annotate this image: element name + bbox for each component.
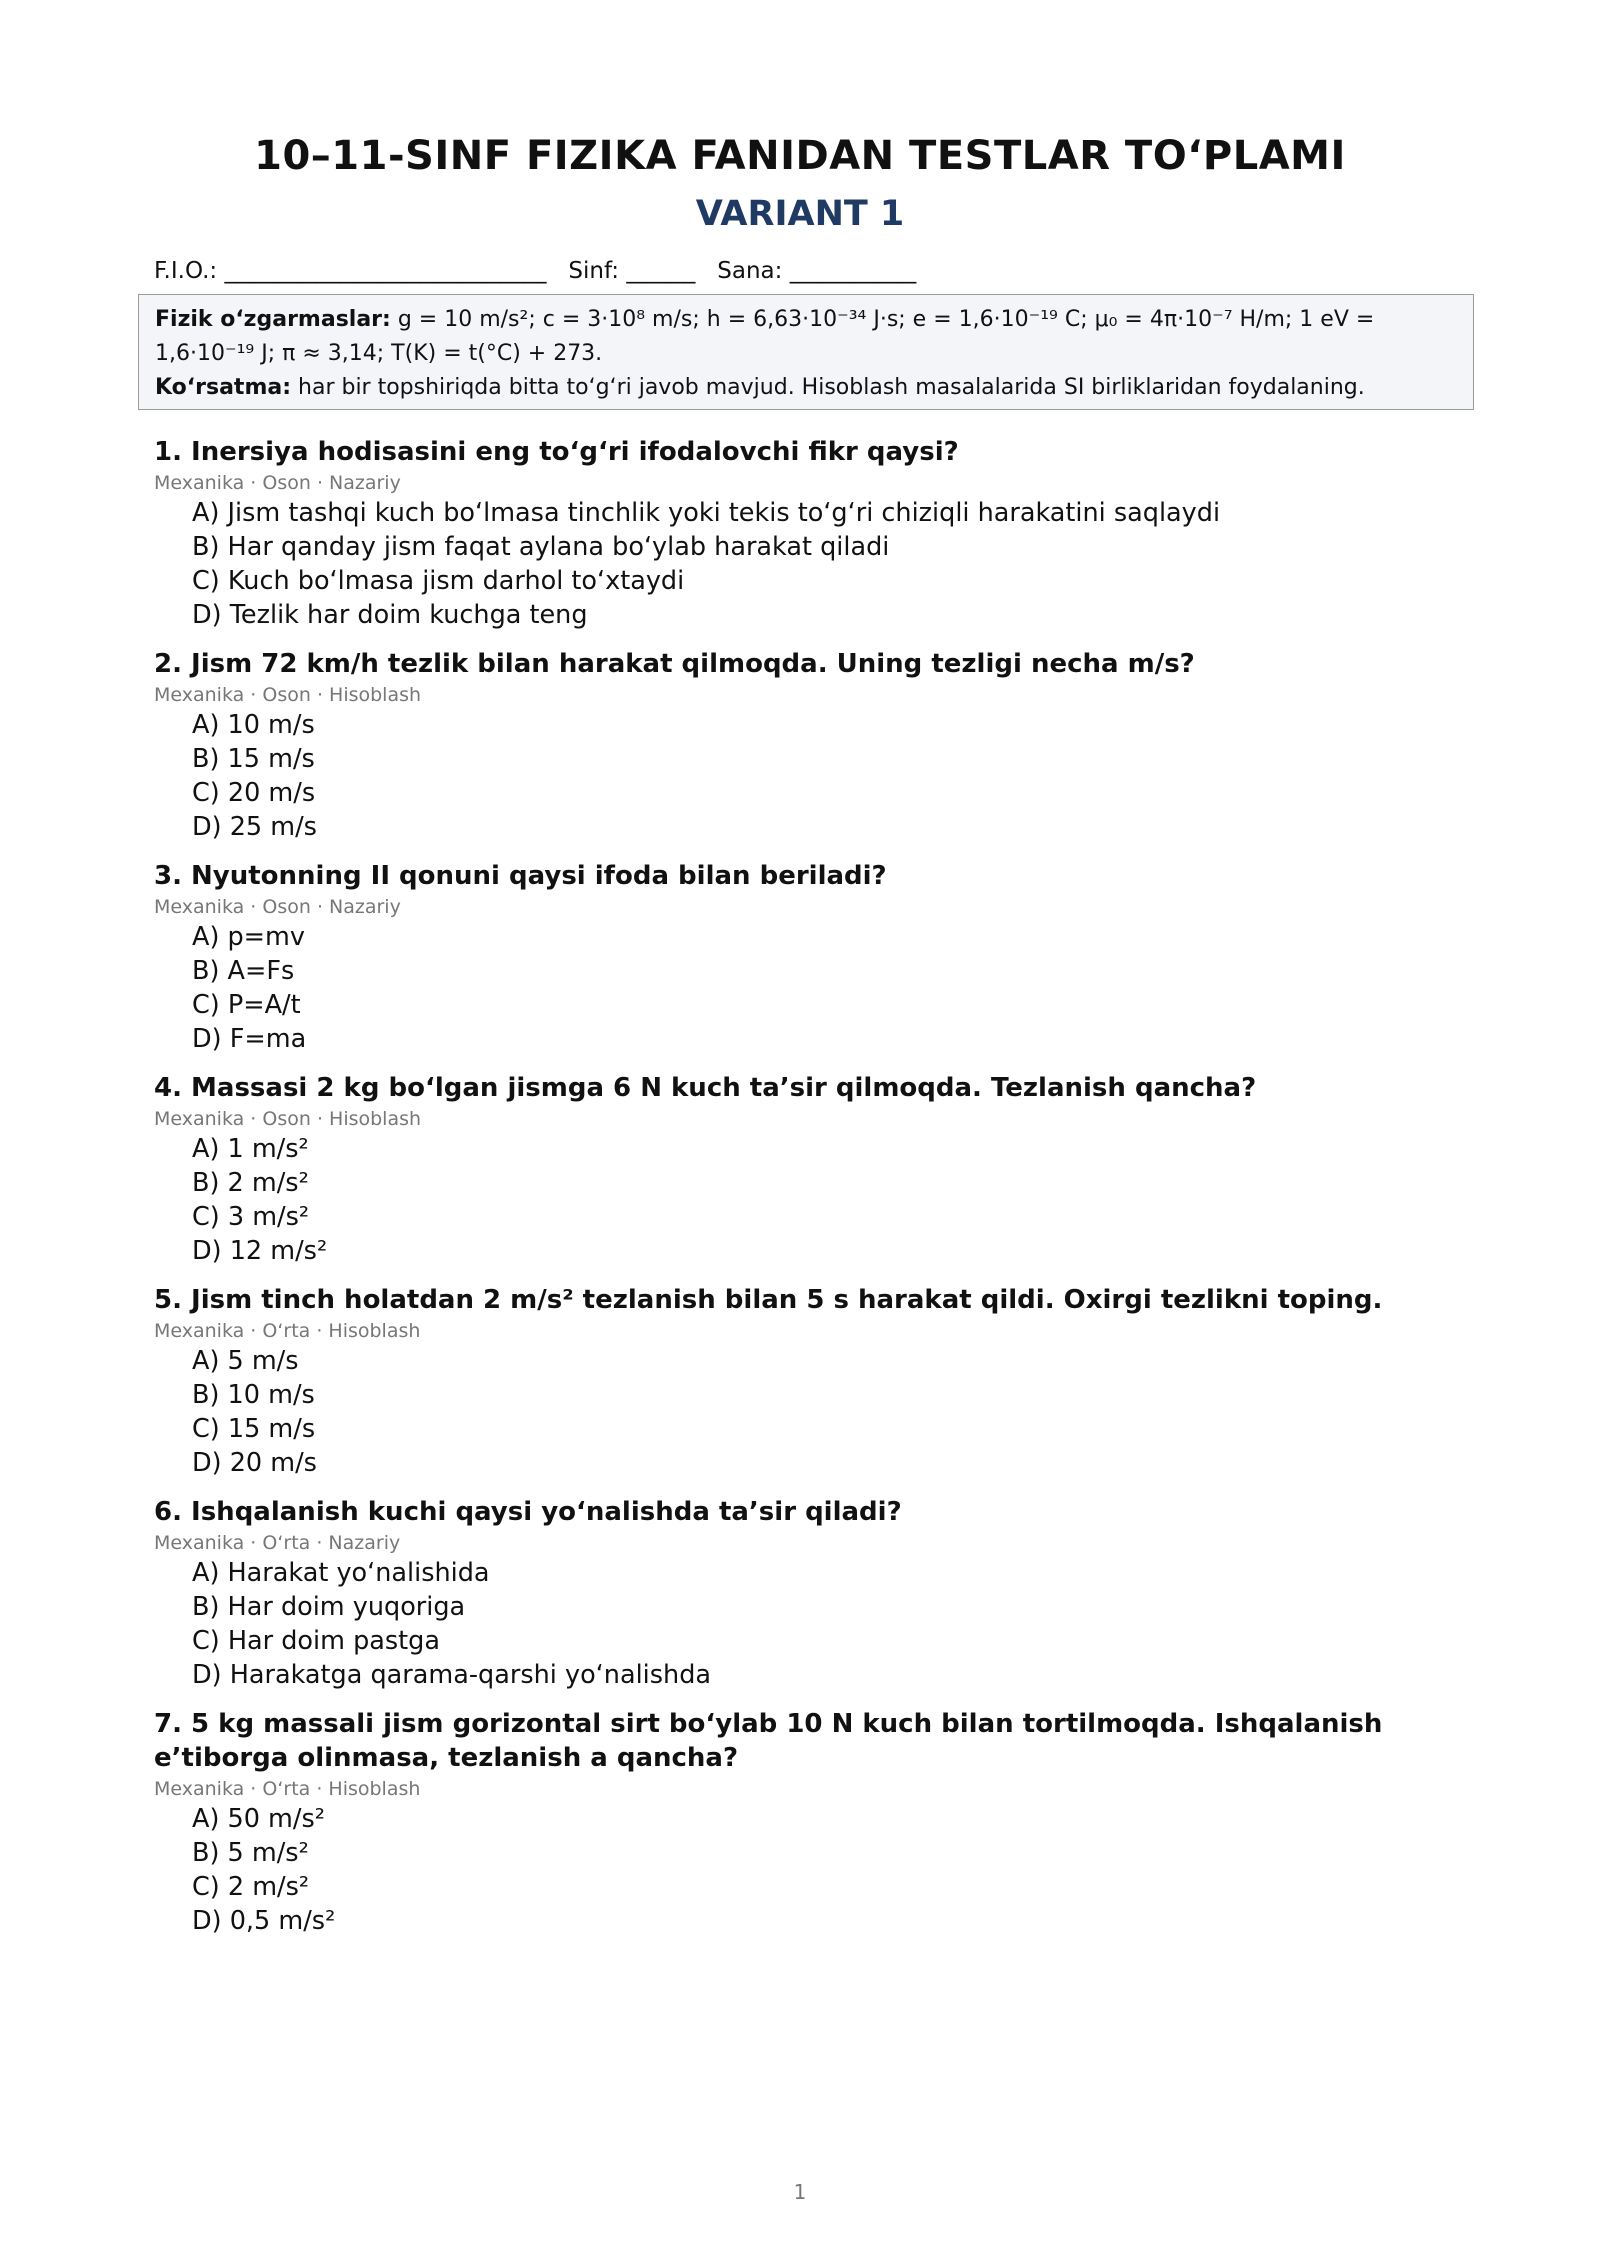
question-number: 2. [154, 649, 182, 679]
answer-options [192, 1344, 1454, 1480]
page-title: 10–11-SINF FIZIKA FANIDAN TESTLAR TO‘PLAMI [254, 133, 1346, 179]
question-title [154, 1283, 1454, 1317]
question-meta: Mexanika · Oson · Nazariy [154, 472, 401, 494]
option-d[interactable]: D) Harakatga qarama-qarshi yo‘nalishda [192, 1660, 712, 1690]
option-d[interactable]: D) Tezlik har doim kuchga teng [192, 600, 588, 630]
answer-options [192, 496, 1454, 632]
question-number: 6. [154, 1497, 182, 1527]
option-d[interactable]: D) 20 m/s [192, 1448, 317, 1478]
constants-text-1: g = 10 m/s²; c = 3·10⁸ m/s; h = 6,63·10⁻³⁴ J·s; e = 1,6·10⁻¹⁹ C; μ₀ = 4π·10⁻⁷ H/m; 1 eV = [397, 307, 1375, 332]
question-text: Nyutonning II qonuni qaysi ifoda bilan beriladi? [191, 861, 887, 891]
question-title [154, 1071, 1454, 1105]
date-label: Sana: [717, 258, 783, 284]
option-c[interactable]: C) Kuch bo‘lmasa jism darhol to‘xtaydi [192, 566, 685, 596]
option-d[interactable]: D) F=ma [192, 1024, 307, 1054]
constants-label: Fizik o‘zgarmaslar: [155, 307, 391, 332]
question-meta: Mexanika · Oson · Nazariy [154, 896, 401, 918]
option-c[interactable]: C) P=A/t [192, 990, 301, 1020]
class-blank: ______ [626, 258, 696, 284]
name-label: F.I.O.: [154, 258, 218, 284]
option-b[interactable]: B) 10 m/s [192, 1380, 315, 1410]
instruction-text: har bir topshiriqda bitta to‘g‘ri javob mavjud. Hisoblash masalalarida SI birliklaridan foydalaning. [298, 375, 1365, 400]
constants-line-2: 1,6·10⁻¹⁹ J; π ≈ 3,14; T(K) = t(°C) + 273. [155, 341, 603, 366]
question-text: Ishqalanish kuchi qaysi yo‘nalishda ta’sir qiladi? [191, 1497, 902, 1527]
option-b[interactable]: B) A=Fs [192, 956, 295, 986]
name-blank: ____________________________ [224, 258, 547, 284]
question-meta: Mexanika · O‘rta · Nazariy [154, 1532, 401, 1554]
option-a[interactable]: A) Jism tashqi kuch bo‘lmasa tinchlik yoki tekis to‘g‘ri chiziqli harakatini saqlaydi [192, 498, 1221, 528]
question-text: Jism 72 km/h tezlik bilan harakat qilmoqda. Uning tezligi necha m/s? [191, 649, 1195, 679]
question-number: 4. [154, 1073, 182, 1103]
student-info-line [154, 256, 916, 286]
question-2 [154, 647, 1454, 844]
question-title [154, 859, 1454, 893]
answer-options [192, 1802, 1454, 1938]
question-text: Inersiya hodisasini eng to‘g‘ri ifodalovchi fikr qaysi? [191, 437, 959, 467]
answer-options [192, 920, 1454, 1056]
class-label: Sinf: [568, 258, 620, 284]
option-c[interactable]: C) Har doim pastga [192, 1626, 440, 1656]
question-text-line-1: 5 kg massali jism gorizontal sirt bo‘ylab 10 N kuch bilan tortilmoqda. Ishqalanish [191, 1709, 1383, 1739]
question-meta: Mexanika · O‘rta · Hisoblash [154, 1320, 421, 1342]
question-number: 1. [154, 437, 182, 467]
question-title [154, 647, 1454, 681]
option-a[interactable]: A) 5 m/s [192, 1346, 299, 1376]
page-number: 1 [793, 2180, 807, 2204]
option-d[interactable]: D) 25 m/s [192, 812, 317, 842]
question-1 [154, 435, 1454, 632]
question-text: Massasi 2 kg bo‘lgan jismga 6 N kuch ta’sir qilmoqda. Tezlanish qancha? [191, 1073, 1257, 1103]
option-b[interactable]: B) Har qanday jism faqat aylana bo‘ylab harakat qiladi [192, 532, 890, 562]
constants-line-1 [155, 303, 1457, 337]
question-meta: Mexanika · Oson · Hisoblash [154, 1108, 422, 1130]
option-a[interactable]: A) 50 m/s² [192, 1804, 325, 1834]
question-meta: Mexanika · Oson · Hisoblash [154, 684, 422, 706]
option-b[interactable]: B) 5 m/s² [192, 1838, 309, 1868]
option-a[interactable]: A) p=mv [192, 922, 305, 952]
option-b[interactable]: B) 2 m/s² [192, 1168, 309, 1198]
question-number: 5. [154, 1285, 182, 1315]
question-text-line-2: e’tiborga olinmasa, tezlanish a qancha? [154, 1743, 739, 1773]
option-b[interactable]: B) Har doim yuqoriga [192, 1592, 466, 1622]
option-c[interactable]: C) 15 m/s [192, 1414, 316, 1444]
option-c[interactable]: C) 3 m/s² [192, 1202, 310, 1232]
question-7 [154, 1707, 1454, 1938]
option-d[interactable]: D) 12 m/s² [192, 1236, 328, 1266]
question-3 [154, 859, 1454, 1056]
question-number: 7. [154, 1709, 182, 1739]
answer-options [192, 1132, 1454, 1268]
instruction-line [155, 371, 1457, 405]
question-text: Jism tinch holatdan 2 m/s² tezlanish bilan 5 s harakat qildi. Oxirgi tezlikni toping. [191, 1285, 1383, 1315]
question-meta: Mexanika · O‘rta · Hisoblash [154, 1778, 421, 1800]
instruction-label: Ko‘rsatma: [155, 375, 292, 400]
date-blank: ___________ [789, 258, 917, 284]
option-d[interactable]: D) 0,5 m/s² [192, 1906, 336, 1936]
question-title [154, 1707, 1454, 1741]
option-c[interactable]: C) 20 m/s [192, 778, 316, 808]
option-a[interactable]: A) Harakat yo‘nalishida [192, 1558, 490, 1588]
constants-info-box [138, 294, 1474, 410]
option-b[interactable]: B) 15 m/s [192, 744, 315, 774]
option-a[interactable]: A) 1 m/s² [192, 1134, 309, 1164]
answer-options [192, 1556, 1454, 1692]
question-4 [154, 1071, 1454, 1268]
question-5 [154, 1283, 1454, 1480]
option-a[interactable]: A) 10 m/s [192, 710, 315, 740]
question-6 [154, 1495, 1454, 1692]
question-title [154, 435, 1454, 469]
option-c[interactable]: C) 2 m/s² [192, 1872, 310, 1902]
question-title [154, 1495, 1454, 1529]
variant-title: VARIANT 1 [695, 194, 905, 234]
answer-options [192, 708, 1454, 844]
question-number: 3. [154, 861, 182, 891]
